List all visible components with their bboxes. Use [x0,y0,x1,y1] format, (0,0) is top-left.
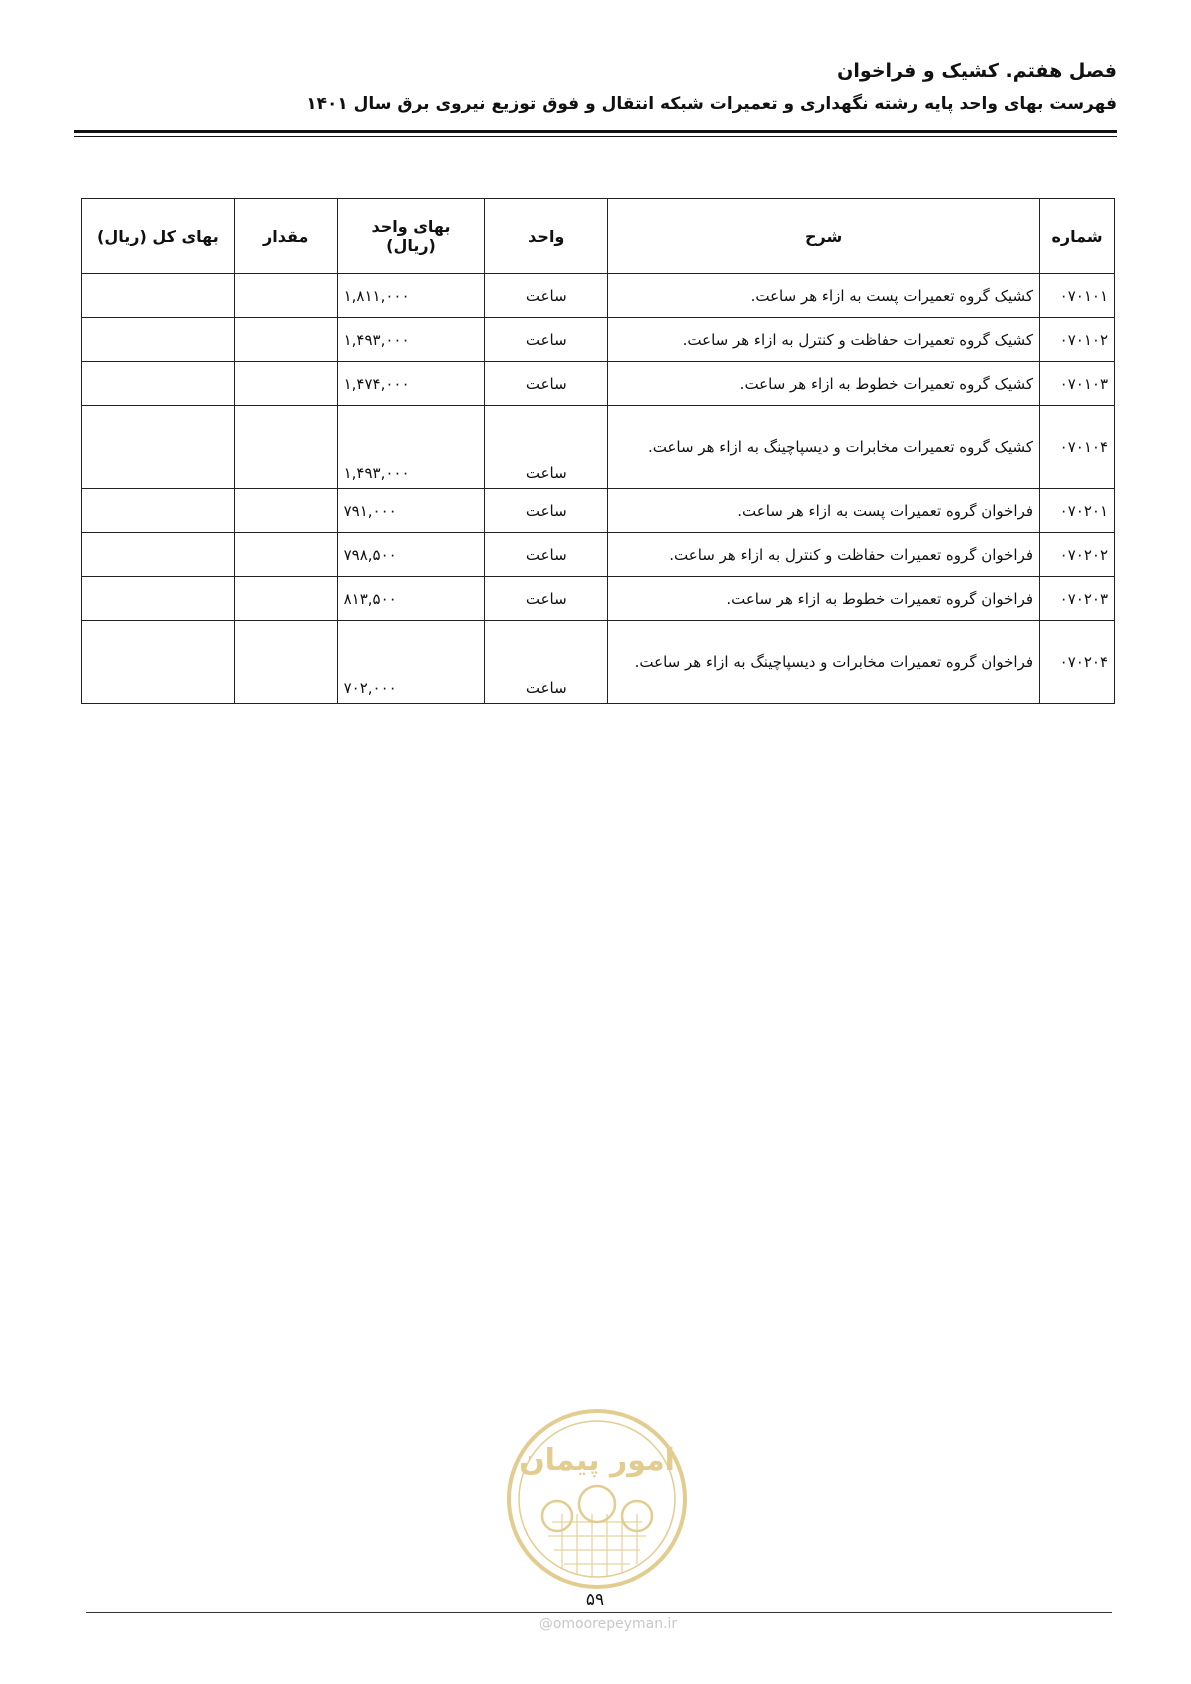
cell-quantity [234,577,337,621]
table-row [82,406,1115,489]
table-row [82,577,1115,621]
cell-quantity [234,318,337,362]
document-title: فهرست بهای واحد پایه رشته نگهداری و تعمیرات شبکه انتقال و فوق توزیع نیروی برق سال ۱۴۰۱ [306,94,1117,114]
table-row [82,274,1115,318]
cell-unit-price: ۱,۸۱۱,۰۰۰ [337,274,485,318]
chapter-title: فصل هفتم. کشیک و فراخوان [837,60,1117,82]
cell-unit: ساعت [485,274,608,318]
cell-quantity [234,362,337,406]
cell-code: ۰۷۰۱۰۲ [1040,318,1115,362]
cell-total-price [82,362,235,406]
page-number: ۵۹ [585,1590,605,1610]
cell-unit: ساعت [485,489,608,533]
seal-watermark-icon [502,1404,692,1594]
cell-unit-price: ۷۹۸,۵۰۰ [337,533,485,577]
cell-total-price [82,489,235,533]
header-rule-thin [74,136,1117,137]
cell-description: فراخوان گروه تعمیرات حفاظت و کنترل به ازاء هر ساعت. [608,533,1040,577]
cell-total-price [82,406,235,489]
cell-description: کشیک گروه تعمیرات مخابرات و دیسپاچینگ به ازاء هر ساعت. [608,406,1040,489]
table-row [82,533,1115,577]
cell-code: ۰۷۰۲۰۴ [1040,621,1115,704]
cell-code: ۰۷۰۲۰۲ [1040,533,1115,577]
price-table [81,198,1115,704]
cell-description: فراخوان گروه تعمیرات پست به ازاء هر ساعت. [608,489,1040,533]
table-row [82,489,1115,533]
header-code: شماره [1040,199,1115,274]
cell-total-price [82,621,235,704]
table-row [82,621,1115,704]
header-unit-price-label: بهای واحد [371,217,451,236]
table-row [82,318,1115,362]
cell-unit: ساعت [485,533,608,577]
cell-description: کشیک گروه تعمیرات خطوط به ازاء هر ساعت. [608,362,1040,406]
cell-unit-price: ۸۱۳,۵۰۰ [337,577,485,621]
header-unit-price [337,199,485,274]
header-unit-price-currency: (ریال) [386,236,436,255]
cell-total-price [82,318,235,362]
svg-text:امور پیمان: امور پیمان [519,1443,675,1478]
cell-description: کشیک گروه تعمیرات حفاظت و کنترل به ازاء هر ساعت. [608,318,1040,362]
cell-unit-price: ۱,۴۷۴,۰۰۰ [337,362,485,406]
cell-unit-price: ۱,۴۹۳,۰۰۰ [337,406,485,489]
cell-unit: ساعت [485,406,608,489]
cell-code: ۰۷۰۱۰۴ [1040,406,1115,489]
cell-total-price [82,577,235,621]
header-description: شرح [608,199,1040,274]
cell-unit: ساعت [485,621,608,704]
cell-quantity [234,621,337,704]
header-unit: واحد [485,199,608,274]
table-row [82,362,1115,406]
cell-unit-price: ۷۹۱,۰۰۰ [337,489,485,533]
cell-description: فراخوان گروه تعمیرات خطوط به ازاء هر ساعت. [608,577,1040,621]
cell-code: ۰۷۰۱۰۳ [1040,362,1115,406]
cell-unit-price: ۱,۴۹۳,۰۰۰ [337,318,485,362]
header-rule-thick [74,130,1117,133]
cell-unit-price: ۷۰۲,۰۰۰ [337,621,485,704]
header-total-price: بهای کل (ریال) [82,199,235,274]
cell-code: ۰۷۰۲۰۱ [1040,489,1115,533]
cell-code: ۰۷۰۲۰۳ [1040,577,1115,621]
cell-unit: ساعت [485,318,608,362]
table-header-row [82,199,1115,274]
cell-unit: ساعت [485,577,608,621]
cell-description: فراخوان گروه تعمیرات مخابرات و دیسپاچینگ به ازاء هر ساعت. [608,621,1040,704]
cell-total-price [82,274,235,318]
cell-quantity [234,406,337,489]
cell-unit: ساعت [485,362,608,406]
cell-code: ۰۷۰۱۰۱ [1040,274,1115,318]
footer-rule [86,1612,1112,1613]
cell-quantity [234,274,337,318]
watermark-url: @omoorepeyman.ir [538,1616,678,1632]
cell-total-price [82,533,235,577]
cell-quantity [234,533,337,577]
cell-description: کشیک گروه تعمیرات پست به ازاء هر ساعت. [608,274,1040,318]
cell-quantity [234,489,337,533]
page-header [74,56,1117,118]
header-quantity: مقدار [234,199,337,274]
